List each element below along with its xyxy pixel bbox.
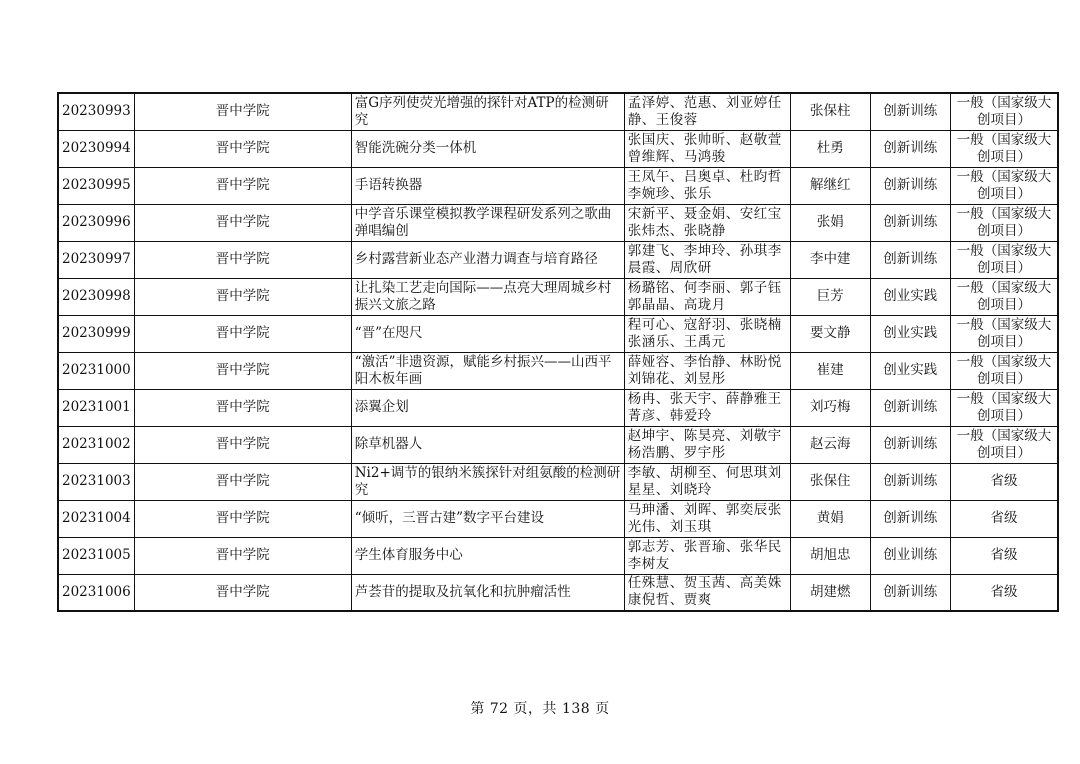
members-cell: 杨冉、张天宇、薛静雅王菁彦、韩爱玲 [624, 389, 790, 426]
school-cell: 晋中学院 [134, 241, 351, 278]
project-title-cell: 芦荟苷的提取及抗氧化和抗肿瘤活性 [351, 574, 624, 611]
school-cell: 晋中学院 [134, 315, 351, 352]
project-level-cell: 一般（国家级大创项目） [950, 315, 1058, 352]
project-id-cell: 20231005 [58, 537, 134, 574]
members-cell: 李敏、胡柳至、何思琪刘星星、刘晓玲 [624, 463, 790, 500]
project-level-cell: 一般（国家级大创项目） [950, 389, 1058, 426]
advisor-cell: 刘巧梅 [790, 389, 870, 426]
project-title-cell: 中学音乐课堂模拟教学课程研发系列之歌曲弹唱编创 [351, 204, 624, 241]
advisor-cell: 杜勇 [790, 130, 870, 167]
school-cell: 晋中学院 [134, 574, 351, 611]
project-id-cell: 20231004 [58, 500, 134, 537]
project-id-cell: 20230995 [58, 167, 134, 204]
members-cell: 薛娅容、李怡静、林盼悦刘锦花、刘昱彤 [624, 352, 790, 389]
project-type-cell: 创新训练 [870, 167, 950, 204]
project-title-cell: 让扎染工艺走向国际——点亮大理周城乡村振兴文旅之路 [351, 278, 624, 315]
members-cell: 程可心、寇舒羽、张晓楠张涵乐、王禹元 [624, 315, 790, 352]
advisor-cell: 胡建燃 [790, 574, 870, 611]
project-level-cell: 一般（国家级大创项目） [950, 204, 1058, 241]
school-cell: 晋中学院 [134, 130, 351, 167]
school-cell: 晋中学院 [134, 278, 351, 315]
project-id-cell: 20230999 [58, 315, 134, 352]
project-level-cell: 省级 [950, 500, 1058, 537]
advisor-cell: 赵云海 [790, 426, 870, 463]
project-level-cell: 一般（国家级大创项目） [950, 93, 1058, 130]
advisor-cell: 巨芳 [790, 278, 870, 315]
members-cell: 马珅潘、刘晖、郭奕辰张光伟、刘玉琪 [624, 500, 790, 537]
advisor-cell: 张保住 [790, 463, 870, 500]
project-table [57, 92, 1059, 612]
project-id-cell: 20230997 [58, 241, 134, 278]
members-cell: 任殊慧、贺玉茜、高美姝康倪哲、贾爽 [624, 574, 790, 611]
advisor-cell: 胡旭忠 [790, 537, 870, 574]
advisor-cell: 张娟 [790, 204, 870, 241]
school-cell: 晋中学院 [134, 204, 351, 241]
project-level-cell: 一般（国家级大创项目） [950, 130, 1058, 167]
table-row [58, 426, 1058, 463]
members-cell: 郭建飞、李坤玲、孙琪李晨霞、周欣研 [624, 241, 790, 278]
project-level-cell: 省级 [950, 537, 1058, 574]
project-title-cell: 富G序列使荧光增强的探针对ATP的检测研究 [351, 93, 624, 130]
table-row [58, 537, 1058, 574]
project-type-cell: 创新训练 [870, 130, 950, 167]
project-type-cell: 创新训练 [870, 389, 950, 426]
members-cell: 张国庆、张帅昕、赵敬萱曾维辉、马鸿骏 [624, 130, 790, 167]
project-id-cell: 20230996 [58, 204, 134, 241]
advisor-cell: 要文静 [790, 315, 870, 352]
project-level-cell: 省级 [950, 463, 1058, 500]
school-cell: 晋中学院 [134, 352, 351, 389]
table-row [58, 241, 1058, 278]
table-row [58, 574, 1058, 611]
project-title-cell: 智能洗碗分类一体机 [351, 130, 624, 167]
table-row [58, 278, 1058, 315]
advisor-cell: 张保柱 [790, 93, 870, 130]
table-row [58, 352, 1058, 389]
school-cell: 晋中学院 [134, 93, 351, 130]
members-cell: 杨璐铭、何李丽、郭子钰郭晶晶、高珑月 [624, 278, 790, 315]
advisor-cell: 李中建 [790, 241, 870, 278]
project-level-cell: 一般（国家级大创项目） [950, 278, 1058, 315]
project-title-cell: 乡村露营新业态产业潜力调查与培育路径 [351, 241, 624, 278]
project-type-cell: 创新训练 [870, 574, 950, 611]
project-title-cell: 学生体育服务中心 [351, 537, 624, 574]
project-type-cell: 创业实践 [870, 278, 950, 315]
project-type-cell: 创新训练 [870, 463, 950, 500]
project-level-cell: 一般（国家级大创项目） [950, 167, 1058, 204]
project-id-cell: 20231000 [58, 352, 134, 389]
project-id-cell: 20230993 [58, 93, 134, 130]
project-id-cell: 20231006 [58, 574, 134, 611]
school-cell: 晋中学院 [134, 500, 351, 537]
project-id-cell: 20231002 [58, 426, 134, 463]
project-type-cell: 创新训练 [870, 426, 950, 463]
project-title-cell: 添翼企划 [351, 389, 624, 426]
project-id-cell: 20231003 [58, 463, 134, 500]
table-row [58, 463, 1058, 500]
project-title-cell: “倾听，三晋古建”数字平台建设 [351, 500, 624, 537]
project-id-cell: 20230998 [58, 278, 134, 315]
school-cell: 晋中学院 [134, 389, 351, 426]
members-cell: 孟泽婷、范惠、刘亚婷任静、王俊蓉 [624, 93, 790, 130]
members-cell: 赵坤宇、陈昊亮、刘敬宇杨浩鹏、罗宇彤 [624, 426, 790, 463]
project-level-cell: 省级 [950, 574, 1058, 611]
school-cell: 晋中学院 [134, 167, 351, 204]
school-cell: 晋中学院 [134, 463, 351, 500]
project-title-cell: 除草机器人 [351, 426, 624, 463]
project-title-cell: “激活”非遗资源，赋能乡村振兴——山西平阳木板年画 [351, 352, 624, 389]
project-type-cell: 创业实践 [870, 352, 950, 389]
school-cell: 晋中学院 [134, 426, 351, 463]
project-level-cell: 一般（国家级大创项目） [950, 426, 1058, 463]
project-type-cell: 创业训练 [870, 537, 950, 574]
table-row [58, 130, 1058, 167]
table-row [58, 167, 1058, 204]
project-type-cell: 创新训练 [870, 500, 950, 537]
project-id-cell: 20230994 [58, 130, 134, 167]
table-row [58, 204, 1058, 241]
project-level-cell: 一般（国家级大创项目） [950, 241, 1058, 278]
school-cell: 晋中学院 [134, 537, 351, 574]
table-row [58, 93, 1058, 130]
advisor-cell: 黄娟 [790, 500, 870, 537]
project-id-cell: 20231001 [58, 389, 134, 426]
project-title-cell: 手语转换器 [351, 167, 624, 204]
table-row [58, 315, 1058, 352]
project-type-cell: 创业实践 [870, 315, 950, 352]
advisor-cell: 解继红 [790, 167, 870, 204]
project-level-cell: 一般（国家级大创项目） [950, 352, 1058, 389]
project-type-cell: 创新训练 [870, 93, 950, 130]
project-type-cell: 创新训练 [870, 241, 950, 278]
project-type-cell: 创新训练 [870, 204, 950, 241]
advisor-cell: 崔建 [790, 352, 870, 389]
table-row [58, 389, 1058, 426]
table-body [58, 93, 1058, 611]
members-cell: 宋新平、聂金娟、安红宝张炜杰、张晓静 [624, 204, 790, 241]
table-row [58, 500, 1058, 537]
members-cell: 王凤午、吕奥卓、杜昀哲李婉珍、张乐 [624, 167, 790, 204]
project-title-cell: “晋”在咫尺 [351, 315, 624, 352]
page-number: 第 72 页，共 138 页 [470, 701, 610, 717]
project-title-cell: Ni2+调节的银纳米簇探针对组氨酸的检测研究 [351, 463, 624, 500]
members-cell: 郭志芳、张晋瑜、张华民李树友 [624, 537, 790, 574]
